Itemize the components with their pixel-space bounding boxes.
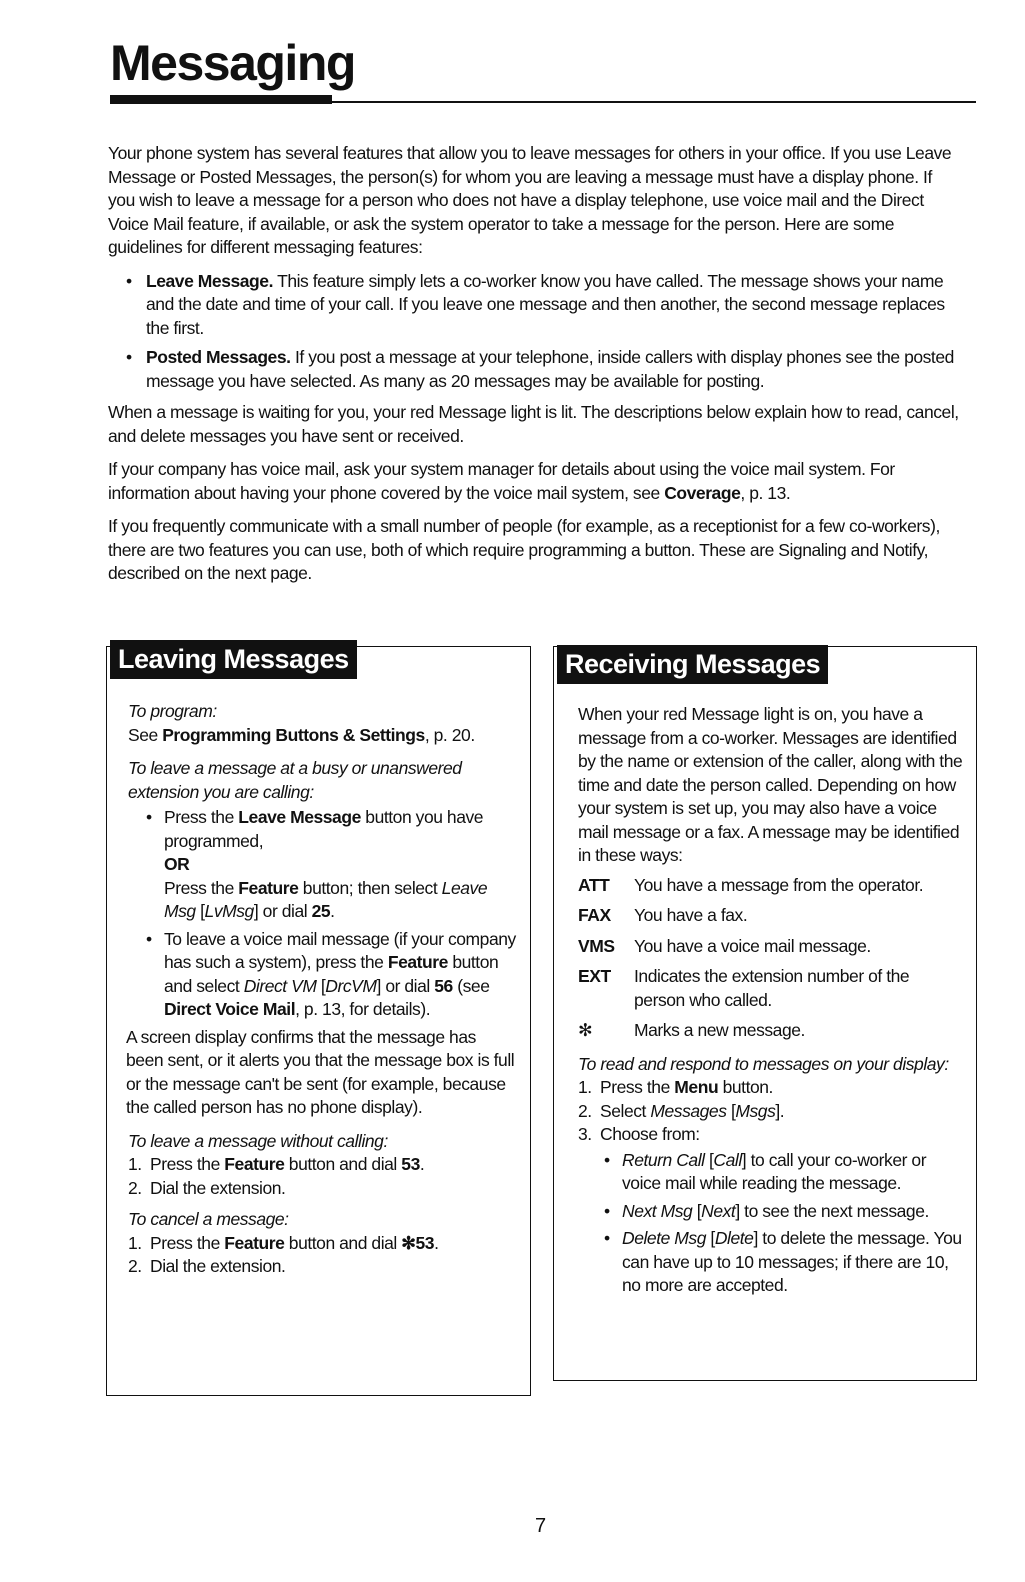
feature-list xyxy=(108,270,960,394)
text-run: Coverage xyxy=(664,482,741,503)
code-new-desc: Marks a new message. xyxy=(634,1020,805,1040)
text-run: LvMsg xyxy=(204,901,254,921)
text-run: Direct Voice Mail xyxy=(164,999,296,1019)
leaving-messages-content xyxy=(128,700,516,1287)
text-run: When a message is waiting for you, your red Message light is lit. The descriptions below explain how to read, cancel, and delete messages you have sent or received. xyxy=(108,402,959,446)
text-run: If your company has voice mail, ask your system manager for details about using the voice mail system. For information about having your phone covered by the voice mail system, see xyxy=(108,459,895,503)
text-run: [ xyxy=(692,1200,702,1221)
text-run: Next xyxy=(701,1200,736,1221)
message-codes xyxy=(578,874,963,1043)
text-run: [ xyxy=(195,901,205,921)
text-run: [ xyxy=(706,1228,715,1248)
text-run: 53 xyxy=(401,1154,420,1174)
text-run: ] or dial xyxy=(376,975,435,996)
step-number: 2. xyxy=(128,1256,142,1276)
step-number: 3. xyxy=(578,1124,592,1144)
step-number: 1. xyxy=(128,1232,142,1253)
text-run: button and select xyxy=(164,952,499,996)
text-run: Press the xyxy=(164,807,239,827)
page-number: 7 xyxy=(535,1515,547,1537)
text-run: 25 xyxy=(311,901,331,921)
text-run: Msgs xyxy=(735,1100,776,1121)
text-run: . xyxy=(434,1232,439,1253)
text-run: To leave a voice mail message (if your company has such a system), press the xyxy=(164,928,516,972)
choice-next-msg xyxy=(598,1200,963,1224)
numbered-step xyxy=(578,1123,963,1147)
text-run: Choose from: xyxy=(600,1124,700,1144)
step-number: 1. xyxy=(128,1154,142,1174)
text-run: Menu xyxy=(674,1077,719,1097)
code-fax-desc: You have a fax. xyxy=(634,905,748,925)
voice-mail-paragraph xyxy=(108,458,960,505)
numbered-step xyxy=(578,1076,963,1100)
read-choices xyxy=(598,1149,963,1298)
text-run: Leave Message xyxy=(238,807,361,827)
text-run: , p. 20. xyxy=(424,724,475,745)
signaling-paragraph xyxy=(108,515,960,586)
text-run: [ xyxy=(316,975,326,996)
text-run: Dial the extension. xyxy=(150,1256,286,1276)
text-run: , p. 13. xyxy=(740,482,791,503)
program-label xyxy=(128,700,516,724)
text-run: Programming Buttons & Settings xyxy=(162,724,425,745)
text-run: Dial the extension. xyxy=(150,1177,286,1198)
text-run: This feature simply lets a co-worker know you have called. The message shows your name and the date and time of your call. If you leave one message and then another, the second message replaces the first. xyxy=(146,270,945,338)
text-run: OR xyxy=(164,854,190,874)
message-light-paragraph xyxy=(108,401,960,448)
numbered-step xyxy=(128,1177,516,1201)
intro-section xyxy=(108,142,960,596)
code-att: ATT xyxy=(578,874,610,895)
text-run: To read and respond to messages on your display: xyxy=(578,1053,949,1074)
read-label xyxy=(578,1053,963,1077)
text-run: ] or dial xyxy=(253,901,312,921)
text-run: Press the xyxy=(600,1077,675,1097)
text-run: button. xyxy=(718,1077,773,1097)
text-run: To leave a message without calling: xyxy=(128,1130,388,1151)
text-run: (see xyxy=(452,975,490,996)
text-run: Press the xyxy=(164,877,239,898)
page-title: Messaging xyxy=(110,35,355,91)
text-run: A screen display confirms that the message has been sent, or it alerts you that the message box is full or the message can't be sent (for example, because the called person has no phone display). xyxy=(126,1026,515,1117)
text-run: Leave Message. xyxy=(146,270,273,291)
text-run: , p. 13, for details). xyxy=(295,999,431,1019)
code-ext-desc: Indicates the extension number of the person who called. xyxy=(634,966,910,1010)
text-run: If you frequently communicate with a small number of people (for example, as a receptionist for a few co-workers), there are two features you can use, both of which require programming a button. These are Signaling and Notify, described on the next page. xyxy=(108,516,940,583)
bullet-leave-message xyxy=(108,270,960,341)
text-run: ] to call your co-worker or voice mail while reading the message. xyxy=(622,1149,927,1193)
busy-steps xyxy=(140,806,516,1022)
text-run: Delete Msg xyxy=(622,1228,707,1248)
step-number: 1. xyxy=(578,1077,592,1097)
text-run: If you post a message at your telephone, inside callers with display phones see the posted message you have selected. As many as 20 messages may be available for posting. xyxy=(146,347,954,391)
asterisk-icon: ✻ xyxy=(578,1020,593,1040)
intro-paragraph xyxy=(108,142,960,260)
cancel-steps xyxy=(128,1232,516,1279)
text-run: Dlete xyxy=(714,1228,754,1248)
text-run: button and dial xyxy=(284,1232,402,1253)
code-att-desc: You have a message from the operator. xyxy=(634,874,924,895)
text-run: DrcVM xyxy=(325,975,377,996)
text-run: To leave a message at a busy or unanswered extension you are calling: xyxy=(128,758,462,802)
without-calling-steps xyxy=(128,1153,516,1200)
receiving-intro xyxy=(578,703,963,868)
text-run: When your red Message light is on, you have a message from a co-worker. Messages are identified by the name or extension of the caller, along with the time and date the person called. Depending on how your system is set up, you may also have a voice mail message or a fax. A message may be identified in these ways: xyxy=(578,704,963,865)
text-run: To cancel a message: xyxy=(128,1209,289,1229)
bullet-posted-messages xyxy=(108,346,960,393)
text-run: ✻53 xyxy=(401,1232,435,1253)
text-run: Feature xyxy=(238,877,299,898)
cancel-label xyxy=(128,1208,516,1232)
title-rule xyxy=(110,101,976,103)
text-run: Select xyxy=(600,1100,651,1121)
numbered-step xyxy=(128,1255,516,1279)
text-run: [ xyxy=(726,1100,736,1121)
text-run: 56 xyxy=(434,975,453,996)
text-run: button you have programmed, xyxy=(164,807,484,851)
step-number: 2. xyxy=(578,1100,592,1121)
text-run: To program: xyxy=(128,701,217,721)
text-run: ] to delete the message. You can have up to 10 messages; if there are 10, no more are accepted. xyxy=(622,1228,962,1295)
text-run: Feature xyxy=(224,1232,285,1253)
busy-label xyxy=(128,757,516,804)
numbered-step xyxy=(578,1100,963,1124)
text-run: See xyxy=(128,724,163,745)
text-run: Feature xyxy=(224,1154,285,1174)
leaving-messages-header: Leaving Messages xyxy=(110,640,357,679)
busy-step xyxy=(140,928,516,1022)
step-number: 2. xyxy=(128,1177,142,1198)
text-run: [ xyxy=(704,1149,714,1170)
text-run: Press the xyxy=(150,1154,225,1174)
text-run: Your phone system has several features that allow you to leave messages for others in your office. If you use Leave Message or Posted Messages, the person(s) for whom you are leaving a message must have a display phone. If you wish to leave a message for a person who does not have a display telephone, use voice mail and the Direct Voice Mail feature, if available, or ask the system operator to take a message for the person. Here are some guidelines for different messaging features: xyxy=(108,143,952,257)
confirm-text xyxy=(126,1026,516,1120)
text-run: button and dial xyxy=(284,1154,402,1174)
text-run: Next Msg xyxy=(622,1200,693,1221)
numbered-step xyxy=(128,1153,516,1177)
text-run: ] to see the next message. xyxy=(735,1200,929,1221)
text-run: . xyxy=(330,901,335,921)
program-text xyxy=(128,724,516,748)
code-vms-desc: You have a voice mail message. xyxy=(634,935,871,956)
choice-return-call xyxy=(598,1149,963,1196)
read-steps xyxy=(578,1076,963,1147)
code-vms: VMS xyxy=(578,935,615,956)
text-run: Return Call xyxy=(622,1149,705,1170)
text-run: Call xyxy=(713,1149,742,1170)
text-run: Direct VM xyxy=(243,975,317,996)
text-run: Messages xyxy=(650,1100,727,1121)
text-run: Feature xyxy=(387,952,448,972)
receiving-messages-header: Receiving Messages xyxy=(557,645,828,684)
receiving-messages-content xyxy=(578,703,963,1302)
numbered-step xyxy=(128,1232,516,1256)
text-run: ]. xyxy=(775,1100,785,1121)
text-run: Posted Messages. xyxy=(146,347,291,367)
without-calling-label xyxy=(128,1130,516,1154)
code-fax: FAX xyxy=(578,905,611,925)
busy-step xyxy=(140,806,516,924)
text-run: button; then select xyxy=(298,877,442,898)
text-run: Press the xyxy=(150,1232,225,1253)
choice-delete-msg xyxy=(598,1227,963,1298)
text-run: Leave Msg xyxy=(164,877,488,921)
text-run: . xyxy=(419,1154,425,1174)
code-ext: EXT xyxy=(578,966,611,986)
